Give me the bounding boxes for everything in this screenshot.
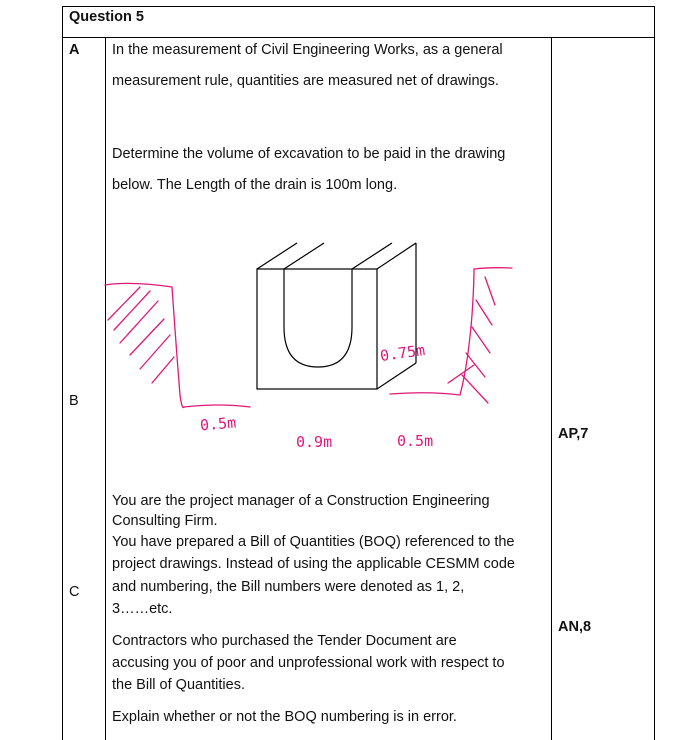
part-a-para2-line1: Determine the volume of excavation to be paid in the drawing (112, 146, 506, 162)
marks-b: AP,7 (558, 426, 589, 442)
part-c-p2-line3: and numbering, the Bill numbers were denoted as 1, 2, (112, 579, 465, 595)
part-c-p3-line2: accusing you of poor and unprofessional work with respect to (112, 655, 505, 671)
marks-column-divider (551, 37, 552, 740)
dimension-bottom-center: 0.9m (296, 433, 333, 451)
part-c-p4-line1: Explain whether or not the BOQ numbering is in error. (112, 709, 457, 725)
part-a-para2-line2: below. The Length of the drain is 100m long. (112, 177, 398, 193)
part-a-para1-line2: measurement rule, quantities are measured net of drawings. (112, 73, 499, 89)
part-c-p2-line4: 3……etc. (112, 601, 173, 617)
dimension-depth: 0.75m (378, 340, 427, 366)
table-border-right (654, 6, 655, 740)
drain-excavation-drawing (100, 235, 540, 450)
marks-c: AN,8 (558, 619, 592, 635)
title-row-divider (62, 37, 655, 38)
dimension-left-width: 0.5m (199, 413, 237, 435)
row-label-c: C (69, 584, 80, 600)
row-label-b: B (69, 393, 79, 409)
question-title: Question 5 (69, 9, 144, 25)
part-c-p2-line2: project drawings. Instead of using the applicable CESMM code (112, 556, 515, 572)
part-c-p1-line2: Consulting Firm. (112, 513, 218, 529)
excavation-outline (105, 268, 512, 408)
table-border-left (62, 6, 63, 740)
table-border-top (62, 6, 655, 7)
part-a-para1-line1: In the measurement of Civil Engineering Works, as a general (112, 42, 503, 58)
row-label-a: A (69, 42, 80, 58)
part-c-p2-line1: You have prepared a Bill of Quantities (BOQ) referenced to the (112, 534, 515, 550)
drain-box (257, 243, 416, 389)
part-c-p3-line1: Contractors who purchased the Tender Document are (112, 633, 457, 649)
dimension-bottom-right: 0.5m (397, 432, 434, 450)
part-c-p3-line3: the Bill of Quantities. (112, 677, 245, 693)
part-c-p1-line1: You are the project manager of a Construction Engineering (112, 493, 490, 509)
